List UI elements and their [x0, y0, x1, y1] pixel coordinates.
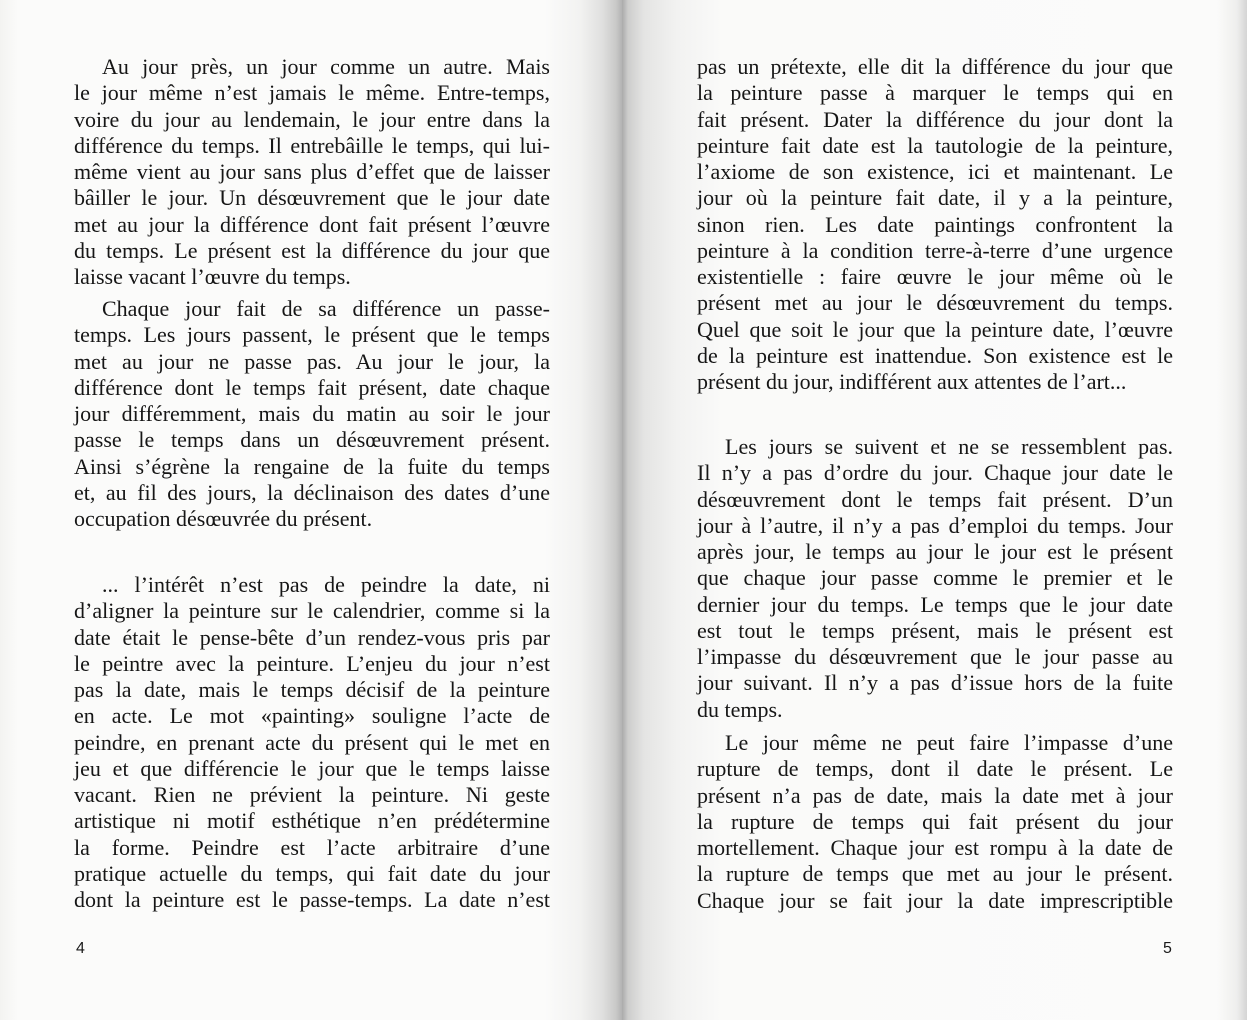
text-line: dont la peinture est le passe-temps. La date n’est	[74, 887, 550, 912]
text-line: la peinture passe à marquer le temps qui en	[697, 80, 1173, 106]
text-line: la forme. Peindre est l’acte arbitraire d’une	[74, 834, 550, 860]
text-line: jour suivant. Il n’y a pas d’issue hors de la fuite	[697, 670, 1173, 696]
text-line: mortellement. Chaque jour est rompu à la date de	[697, 835, 1173, 860]
page-right	[622, 0, 1247, 1020]
text-line: rupture de temps, dont il date le présent. Le	[697, 756, 1173, 782]
text-line: jour où la peinture fait date, il y a la peinture,	[697, 185, 1173, 211]
text-line: peinture fait date est la tautologie de la peinture,	[697, 132, 1173, 158]
text-line: présent du jour, indifférent aux attentes de l’art...	[697, 369, 1127, 394]
text-line: et, au fil des jours, la déclinaison des dates d’une	[74, 479, 550, 505]
text-line: le jour même n’est jamais le même. Entre-temps,	[74, 80, 550, 106]
text-line: occupation désœuvrée du présent.	[74, 506, 373, 531]
text-line: Les jours se suivent et ne se ressemblent pas.	[725, 434, 1173, 459]
text-line: présent n’a pas de date, mais la date met à jour	[697, 782, 1173, 808]
text-line: voire du jour au lendemain, le jour entre dans la	[74, 106, 550, 132]
text-line: d’aligner la peinture sur le calendrier, comme si la	[74, 598, 550, 624]
text-line: Chaque jour se fait jour la date imprescriptible	[697, 887, 1173, 913]
text-line: jour à l’autre, il n’y a pas d’emploi du temps. Jour	[697, 512, 1173, 538]
text-line: l’impasse du désœuvrement que le jour passe au	[697, 644, 1173, 669]
text-line: différence dont le temps fait présent, date chaque	[74, 374, 550, 400]
text-line: fait présent. Dater la différence du jour dont la	[697, 106, 1173, 132]
text-line: Le jour même ne peut faire l’impasse d’une	[725, 730, 1173, 755]
text-line: ... l’intérêt n’est pas de peindre la date, ni	[102, 572, 550, 597]
text-line: bâiller le jour. Un désœuvrement que le jour date	[74, 185, 550, 211]
text-line: présent met au jour le désœuvrement du temps.	[697, 290, 1173, 316]
text-line: vacant. Rien ne prévient la peinture. Ni geste	[74, 782, 550, 807]
text-line: passe le temps dans un désœuvrement présent.	[74, 427, 550, 453]
text-line: temps. Les jours passent, le présent que le temps	[74, 322, 550, 348]
text-line: Chaque jour fait de sa différence un passe-	[102, 296, 550, 321]
text-line: peinture à la condition terre-à-terre d’une urgence	[697, 237, 1173, 263]
text-line: que chaque jour passe comme le premier et le	[697, 565, 1173, 591]
text-line: la rupture de temps qui fait présent du jour	[697, 808, 1173, 834]
text-line: désœuvrement dont le temps fait présent. D’un	[697, 486, 1173, 512]
text-line: du temps. Le présent est la différence du jour que	[74, 237, 550, 263]
text-line: Ainsi s’égrène la rengaine de la fuite du temps	[74, 453, 550, 479]
text-line: la rupture de temps que met au jour le présent.	[697, 861, 1173, 887]
text-line: pas un prétexte, elle dit la différence du jour que	[697, 54, 1173, 79]
text-line: met au jour ne passe pas. Au jour le jour, la	[74, 348, 550, 374]
text-line: l’axiome de son existence, ici et maintenant. Le	[697, 159, 1173, 184]
text-line: peindre, en prenant acte du présent qui le met en	[74, 729, 550, 755]
paragraph	[74, 296, 550, 532]
text-line: est tout le temps présent, mais le présent est	[697, 617, 1173, 643]
text-line: met au jour la différence dont fait présent l’œuvre	[74, 211, 550, 237]
text-line: date était le pense-bête d’un rendez-vous pris par	[74, 624, 550, 650]
text-line: de la peinture est inattendue. Son existence est le	[697, 342, 1173, 368]
paragraph	[697, 730, 1173, 914]
text-line: en acte. Le mot «painting» souligne l’acte de	[74, 703, 550, 729]
text-line: Quel que soit le jour que la peinture date, l’œuvre	[697, 316, 1173, 342]
paragraph	[74, 54, 550, 290]
text-line: différence du temps. Il entrebâille le temps, qui lui-	[74, 132, 550, 158]
text-line: Au jour près, un jour comme un autre. Mais	[102, 54, 550, 79]
text-line: existentielle : faire œuvre le jour même où le	[697, 264, 1173, 289]
paragraph	[74, 572, 550, 913]
text-line: laisse vacant l’œuvre du temps.	[74, 264, 351, 289]
text-line: pas la date, mais le temps décisif de la peinture	[74, 677, 550, 702]
text-line: jour différemment, mais du matin au soir le jour	[74, 401, 550, 426]
page-left	[0, 0, 622, 1020]
paragraph	[697, 434, 1173, 723]
text-line: Il n’y a pas d’ordre du jour. Chaque jour date le	[697, 460, 1173, 486]
page-number: 5	[1163, 940, 1172, 957]
text-line: artistique ni motif esthétique n’en prédétermine	[74, 808, 550, 834]
text-line: dernier jour du temps. Le temps que le jour date	[697, 591, 1173, 617]
text-line: le peintre avec la peinture. L’enjeu du jour n’est	[74, 650, 550, 676]
page-number: 4	[76, 940, 85, 957]
text-line: après jour, le temps au jour le jour est le présent	[697, 539, 1173, 564]
text-line: même vient au jour sans plus d’effet que de laisser	[74, 159, 550, 184]
text-line: sinon rien. Les date paintings confrontent la	[697, 211, 1173, 237]
text-line: jeu et que différencie le jour que le temps laisse	[74, 755, 550, 781]
text-line: du temps.	[697, 696, 783, 722]
text-line: pratique actuelle du temps, qui fait date du jour	[74, 860, 550, 886]
paragraph	[697, 54, 1173, 395]
